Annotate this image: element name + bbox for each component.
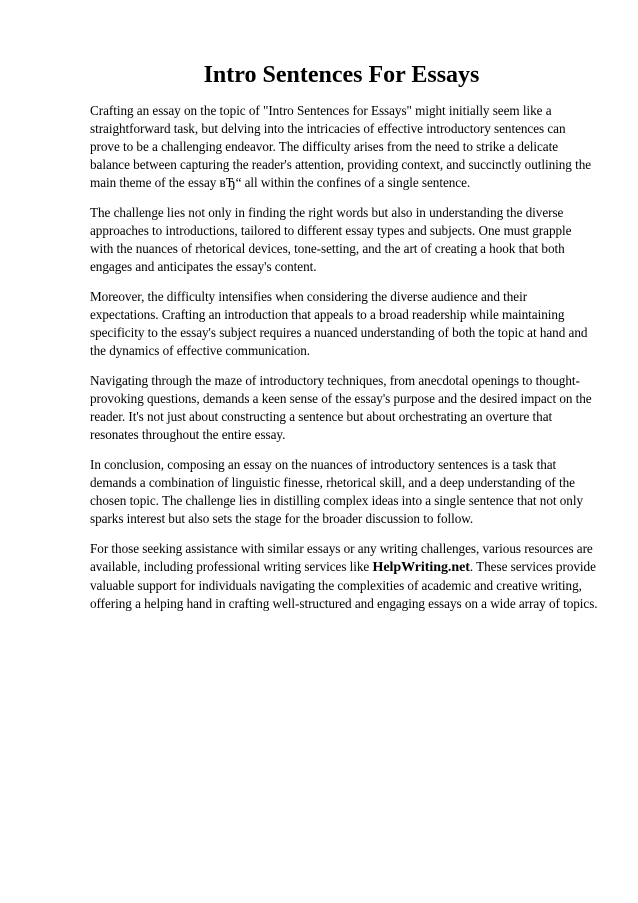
text-line: Crafting an essay on the topic of "Intro Sentences for Essays" might initially seem like a — [90, 103, 552, 118]
text-line: Navigating through the maze of introductory techniques, from anecdotal openings to thought- — [90, 373, 580, 388]
document-body — [90, 102, 600, 625]
document-title: Intro Sentences For Essays — [203, 62, 480, 88]
text-line: For those seeking assistance with similar essays or any writing challenges, various resources are — [90, 541, 593, 556]
text-line: main theme of the essay вЂ“ all within the confines of a single sentence. — [90, 175, 471, 190]
paragraph-1 — [90, 102, 600, 192]
paragraph-5 — [90, 456, 600, 528]
text-line: approaches to introductions, tailored to different essay types and subjects. One must grapple — [90, 223, 572, 238]
text-line: demands a combination of linguistic finesse, rhetorical skill, and a deep understanding of the — [90, 475, 575, 490]
paragraph-2 — [90, 204, 600, 276]
text-line: Moreover, the difficulty intensifies when considering the diverse audience and their — [90, 289, 528, 304]
text-line: valuable support for individuals navigating the complexities of academic and creative writing, — [90, 578, 582, 593]
text-line: the dynamics of effective communication. — [90, 343, 311, 358]
text-line: offering a helping hand in crafting well-structured and engaging essays on a wide array of topics. — [90, 596, 598, 611]
helpwriting-link[interactable]: HelpWriting.net — [372, 560, 470, 575]
text-line: with the nuances of rhetorical devices, tone-setting, and the art of creating a hook that both — [90, 241, 565, 256]
text-line: straightforward task, but delving into the intricacies of effective introductory sentences can — [90, 121, 566, 136]
text-line: reader. It's not just about constructing a sentence but about orchestrating an overture that — [90, 409, 553, 424]
text-line-with-link — [90, 558, 600, 577]
text-line: In conclusion, composing an essay on the nuances of introductory sentences is a task that — [90, 457, 557, 472]
text-line: balance between capturing the reader's attention, providing context, and succinctly outlining the — [90, 157, 592, 172]
text-line: prove to be a challenging endeavor. The difficulty arises from the need to strike a delicate — [90, 139, 559, 154]
text-line: The challenge lies not only in finding the right words but also in understanding the diverse — [90, 205, 564, 220]
paragraph-6 — [90, 540, 600, 613]
text-segment: available, including professional writing services like — [90, 559, 373, 574]
text-line: resonates throughout the entire essay. — [90, 427, 286, 442]
text-line: chosen topic. The challenge lies in distilling complex ideas into a single sentence that not only — [90, 493, 583, 508]
text-line: specificity to the essay's subject requires a nuanced understanding of both the topic at hand and — [90, 325, 588, 340]
paragraph-3 — [90, 288, 600, 360]
text-line: expectations. Crafting an introduction that appeals to a broad readership while maintaining — [90, 307, 565, 322]
text-segment: . These services provide — [469, 559, 596, 574]
text-line: provoking questions, demands a keen sense of the essay's purpose and the desired impact on the — [90, 391, 592, 406]
text-line: engages and anticipates the essay's content. — [90, 259, 317, 274]
text-line: sparks interest but also sets the stage for the broader discussion to follow. — [90, 511, 474, 526]
paragraph-4 — [90, 372, 600, 444]
